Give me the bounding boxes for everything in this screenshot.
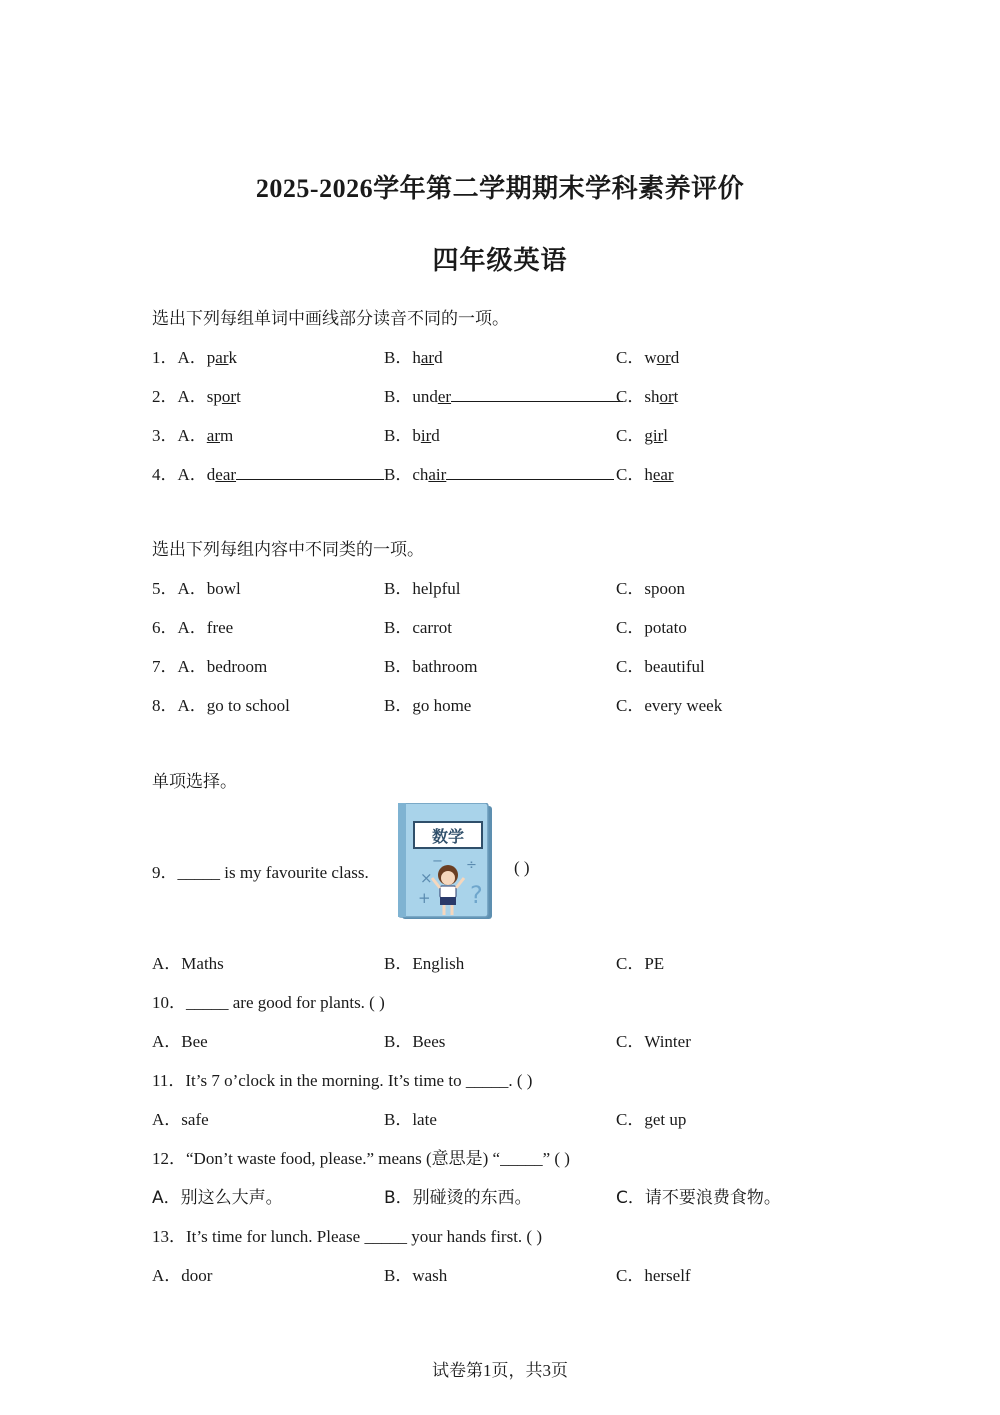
exam-subtitle: 四年级英语	[432, 246, 568, 275]
question-13-text: 13．It’s time for lunch. Please _____ your hands first. ( )	[152, 1227, 542, 1246]
question-10-options	[152, 1027, 872, 1051]
question-5	[152, 574, 872, 598]
svg-text:×: ×	[420, 869, 433, 887]
question-12-options	[152, 1183, 872, 1207]
question-9-text: 9．_____ is my favourite class.	[152, 863, 369, 882]
question-6	[152, 613, 872, 637]
question-7	[152, 652, 872, 676]
option-a[interactable]: 8．A．go to school	[152, 696, 290, 715]
option-c[interactable]: C．girl	[616, 426, 668, 445]
question-11-options	[152, 1105, 872, 1129]
option-c[interactable]: C．Winter	[616, 1032, 691, 1051]
option-a[interactable]: A．Maths	[152, 954, 224, 973]
option-b[interactable]: B．bird	[384, 426, 440, 445]
option-b[interactable]: B．别碰烫的东西。	[384, 1188, 532, 1208]
page-footer: 试卷第1页，共3页	[432, 1361, 568, 1380]
option-b[interactable]: B．hard	[384, 348, 443, 367]
option-b[interactable]: B．English	[384, 954, 465, 973]
option-c[interactable]: C．potato	[616, 618, 687, 637]
svg-text:−: −	[432, 854, 443, 869]
exam-title: 2025-2026学年第二学期期末学科素养评价	[255, 174, 745, 203]
option-b[interactable]: B．go home	[384, 696, 472, 715]
option-b[interactable]: B．helpful	[384, 579, 461, 598]
option-a[interactable]: A．door	[152, 1266, 213, 1285]
section2-instruction: 选出下列每组内容中不同类的一项。	[152, 540, 424, 560]
option-a[interactable]: 5．A．bowl	[152, 579, 241, 598]
section3-instruction: 单项选择。	[152, 772, 237, 792]
option-a[interactable]: 1．A．park	[152, 348, 237, 367]
question-2	[152, 382, 872, 406]
option-b[interactable]: B．bathroom	[384, 657, 478, 676]
svg-text:+: +	[418, 889, 431, 907]
option-c[interactable]: C．short	[616, 387, 679, 406]
option-a[interactable]: 4．A．dear	[152, 460, 384, 485]
question-4	[152, 460, 872, 484]
option-b[interactable]: B．Bees	[384, 1032, 446, 1051]
maths-book-image	[398, 803, 494, 921]
option-c[interactable]: C．get up	[616, 1110, 687, 1129]
svg-text:?: ?	[470, 881, 483, 909]
option-c[interactable]: C．word	[616, 348, 680, 367]
option-a[interactable]: 6．A．free	[152, 618, 234, 637]
option-a[interactable]: 3．A．arm	[152, 426, 234, 445]
book-label: 数学	[431, 827, 465, 846]
section1-instruction: 选出下列每组单词中画线部分读音不同的一项。	[152, 309, 509, 329]
question-1	[152, 343, 872, 367]
option-a[interactable]: A．别这么大声。	[152, 1188, 283, 1208]
answer-bracket[interactable]: ( )	[514, 858, 530, 877]
option-b[interactable]: B．wash	[384, 1266, 448, 1285]
option-a[interactable]: A．Bee	[152, 1032, 208, 1051]
question-10-text: 10．_____ are good for plants. ( )	[152, 993, 385, 1012]
option-a[interactable]: 7．A．bedroom	[152, 657, 268, 676]
option-c[interactable]: C．spoon	[616, 579, 685, 598]
option-b[interactable]: B．chair	[384, 460, 614, 485]
question-12-text: 12．“Don’t waste food, please.” means (意思是) “_____” ( )	[152, 1149, 570, 1168]
option-a[interactable]: 2．A．sport	[152, 387, 241, 406]
question-11-text: 11．It’s 7 o’clock in the morning. It’s time to _____. ( )	[152, 1071, 533, 1090]
option-c[interactable]: C．beautiful	[616, 657, 705, 676]
option-c[interactable]: C．herself	[616, 1266, 691, 1285]
option-a[interactable]: A．safe	[152, 1110, 209, 1129]
question-3	[152, 421, 872, 445]
option-c[interactable]: C．every week	[616, 696, 723, 715]
question-13-options	[152, 1261, 872, 1285]
option-c[interactable]: C．PE	[616, 954, 665, 973]
question-9-options	[152, 949, 872, 973]
question-8	[152, 691, 872, 715]
svg-text:÷: ÷	[466, 858, 477, 873]
option-c[interactable]: C．请不要浪费食物。	[616, 1188, 781, 1208]
option-b[interactable]: B．under	[384, 382, 623, 407]
option-b[interactable]: B．carrot	[384, 618, 452, 637]
option-c[interactable]: C．hear	[616, 465, 674, 484]
option-b[interactable]: B．late	[384, 1110, 437, 1129]
